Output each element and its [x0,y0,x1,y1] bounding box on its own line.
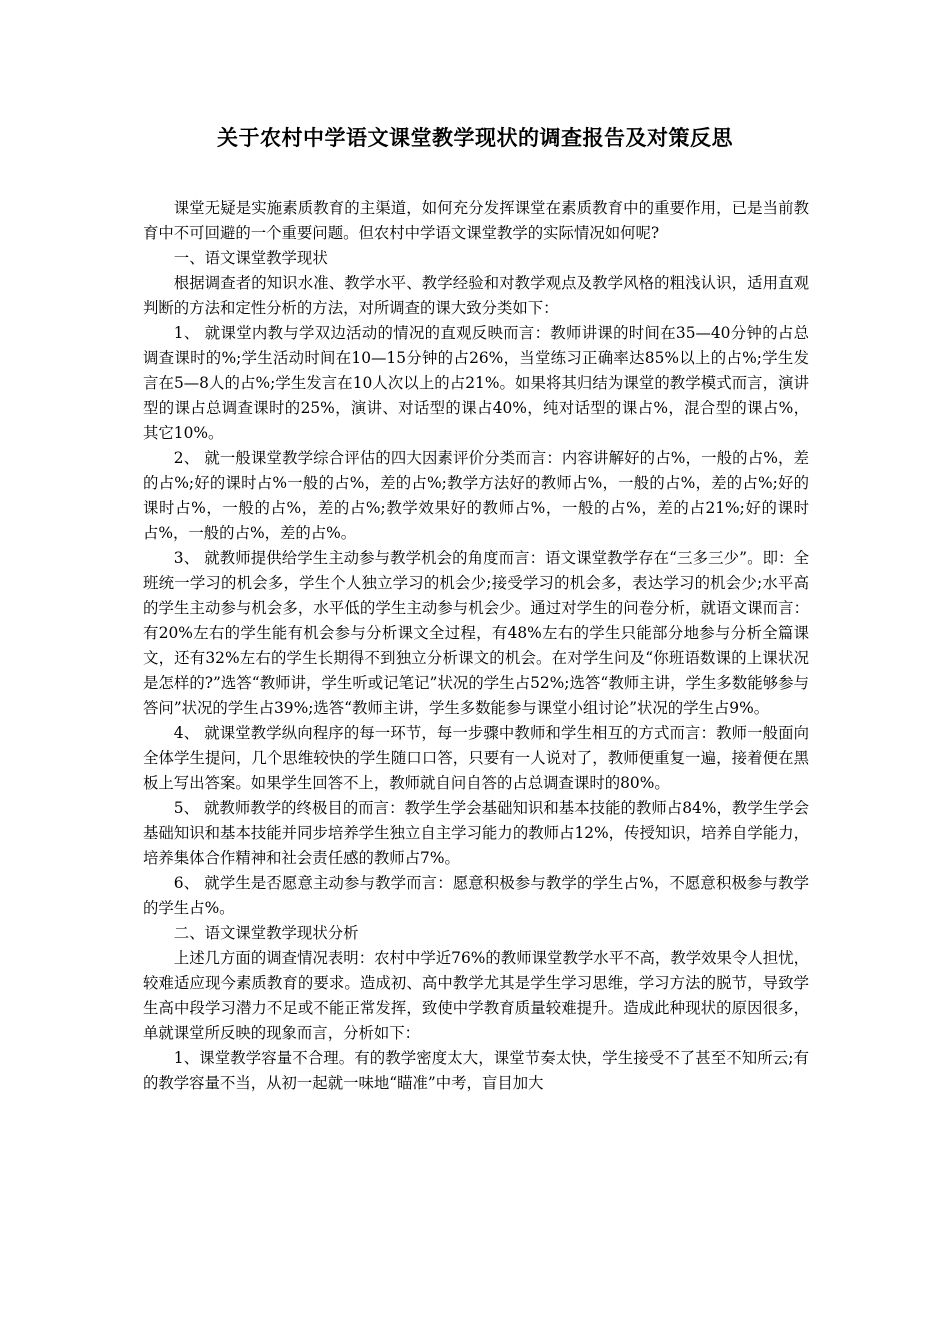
paragraph-item-3: 3、 就教师提供给学生主动参与教学机会的角度而言：语文课堂教学存在“三多三少”。即：全班统一学习的机会多，学生个人独立学习的机会少;接受学习的机会多，表达学习的机会少;水平高的学生主动参与机会多，水平低的学生主动参与机会少。通过对学生的问卷分析，就语文课而言：有20%左右的学生能有机会参与分析课文全过程，有48%左右的学生只能部分地参与分析全篇课文，还有32%左右的学生长期得不到独立分析课文的机会。在对学生问及“你班语数课的上课状况是怎样的?”选答“教师讲，学生听或记笔记”状况的学生占52%;选答“教师主讲，学生多数能够参与答问”状况的学生占39%;选答“教师主讲，学生多数能参与课堂小组讨论”状况的学生占9%。 [143,549,809,717]
paragraph-intro: 课堂无疑是实施素质教育的主渠道，如何充分发挥课堂在素质教育中的重要作用，已是当前教育中不可回避的一个重要问题。但农村中学语文课堂教学的实际情况如何呢? [143,199,809,242]
paragraph-analysis: 上述几方面的调查情况表明：农村中学近76%的教师课堂教学水平不高，教学效果令人担忧，较难适应现今素质教育的要求。造成初、高中教学尤其是学生学习思维，学习方法的脱节，导致学生高中段学习潜力不足或不能正常发挥，致使中学教育质量较难提升。造成此种现状的原因很多，单就课堂所反映的现象而言，分析如下： [143,949,809,1042]
paragraph-analysis-item-1: 1、课堂教学容量不合理。有的教学密度太大，课堂节奏太快，学生接受不了甚至不知所云;有的教学容量不当，从初一起就一味地“瞄准”中考，盲目加大 [143,1049,809,1092]
paragraph-item-1: 1、 就课堂内教与学双边活动的情况的直观反映而言：教师讲课的时间在35—40分钟的占总调查课时的%;学生活动时间在10—15分钟的占26%，当堂练习正确率达85%以上的占%;学生发言在5—8人的占%;学生发言在10人次以上的占21%。如果将其归结为课堂的教学模式而言，演讲型的课占总调查课时的25%，演讲、对话型的课占40%，纯对话型的课占%，混合型的课占%，其它10%。 [143,324,809,442]
document-body [143,196,809,1096]
document-title: 关于农村中学语文课堂教学现状的调查报告及对策反思 [217,125,733,150]
paragraph-item-6: 6、 就学生是否愿意主动参与教学而言：愿意积极参与教学的学生占%，不愿意积极参与教学的学生占%。 [143,874,809,917]
paragraph-method: 根据调查者的知识水准、教学水平、教学经验和对教学观点及教学风格的粗浅认识，适用直观判断的方法和定性分析的方法，对所调查的课大致分类如下： [143,274,809,317]
paragraph-item-2: 2、 就一般课堂教学综合评估的四大因素评价分类而言：内容讲解好的占%，一般的占%，差的占%;好的课时占%一般的占%，差的占%;教学方法好的教师占%，一般的占%，差的占%;好的课时占%，一般的占%，差的占%;教学效果好的教师占%，一般的占%，差的占21%;好的课时占%，一般的占%，差的占%。 [143,449,809,542]
paragraph-item-4: 4、 就课堂教学纵向程序的每一环节，每一步骤中教师和学生相互的方式而言：教师一般面向全体学生提问，几个思维较快的学生随口口答，只要有一人说对了，教师便重复一遍，接着便在黑板上写出答案。如果学生回答不上，教师就自问自答的占总调查课时的80%。 [143,724,809,792]
section-heading-1: 一、语文课堂教学现状 [173,249,328,267]
section-heading-2: 二、语文课堂教学现状分析 [173,924,359,942]
paragraph-item-5: 5、 就教师教学的终极目的而言：教学生学会基础知识和基本技能的教师占84%，教学生学会基础知识和基本技能并同步培养学生独立自主学习能力的教师占12%，传授知识，培养自学能力，培养集体合作精神和社会责任感的教师占7%。 [143,799,809,867]
